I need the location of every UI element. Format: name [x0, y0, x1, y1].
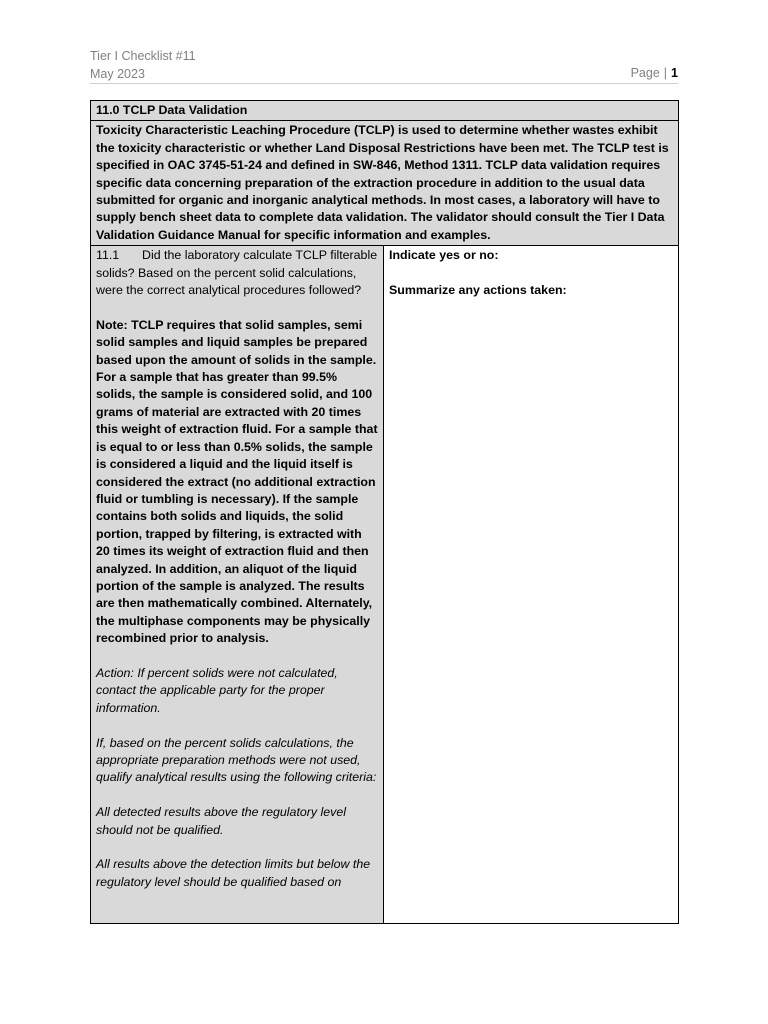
response-cell[interactable]: [384, 246, 679, 924]
page-number-block: [631, 64, 678, 82]
checklist-table: [90, 100, 679, 924]
criteria-1: All detected results above the regulatory level should not be qualified.: [96, 805, 347, 837]
item-number: 11.1: [96, 248, 120, 263]
section-intro: Toxicity Characteristic Leaching Procedure (TCLP) is used to determine whether wastes exhibit the toxicity characteristic or whether Land Disposal Restrictions have been met. The TCLP test is specified in OAC 3745-51-24 and defined in SW-846, Method 1311. TCLP data validation requires specific data concerning preparation of the extraction procedure in addition to the usual data submitted for organic and inorganic analytical methods. In most cases, a laboratory will have to supply bench sheet data to complete data validation. The validator should consult the Tier I Data Validation Guidance Manual for specific information and examples.: [91, 121, 679, 246]
document-title: Tier I Checklist #11: [90, 49, 196, 63]
page-label: Page: [630, 66, 660, 80]
note-text: Note: TCLP requires that solid samples, semi solid samples and liquid samples be prepared based upon the amount of solids in the sample. For a sample that has greater than 99.5% solids, the sample is considered solid, and 100 grams of material are extracted with 20 times this weight of extraction fluid. For a sample that is equal to or less than 0.5% solids, the sample is considered a liquid and the liquid itself is considered the extract (no additional extraction fluid or tumbling is necessary). If the sample contains both solids and liquids, the solid portion, trapped by filtering, is extracted with 20 times its weight of extraction fluid and then analyzed. In addition, an aliquot of the liquid portion of the sample is analyzed. The results are then mathematically combined. Alternately, the multiphase components may be physically recombined prior to analysis.: [96, 317, 378, 646]
page-number: 1: [671, 66, 678, 80]
summarize-actions-label: Summarize any actions taken:: [389, 283, 567, 298]
checklist-item-cell: [91, 246, 384, 924]
page-header: [90, 47, 196, 83]
header-rule: [90, 83, 678, 84]
checklist-question: [96, 247, 378, 299]
criteria-intro: If, based on the percent solids calculations, the appropriate preparation methods were not used, qualify analytical results using the following criteria:: [96, 735, 377, 785]
document-date: May 2023: [90, 67, 145, 81]
action-text: Action: If percent solids were not calculated, contact the applicable party for the proper information.: [96, 665, 338, 715]
page-separator: |: [663, 66, 668, 80]
indicate-yes-no-label: Indicate yes or no:: [389, 248, 499, 263]
section-title: 11.0 TCLP Data Validation: [91, 101, 679, 121]
question-text: Did the laboratory calculate TCLP filterable solids? Based on the percent solid calculations, were the correct analytical procedures followed?: [96, 248, 378, 298]
criteria-2: All results above the detection limits but below the regulatory level should be qualified based on: [96, 857, 371, 889]
